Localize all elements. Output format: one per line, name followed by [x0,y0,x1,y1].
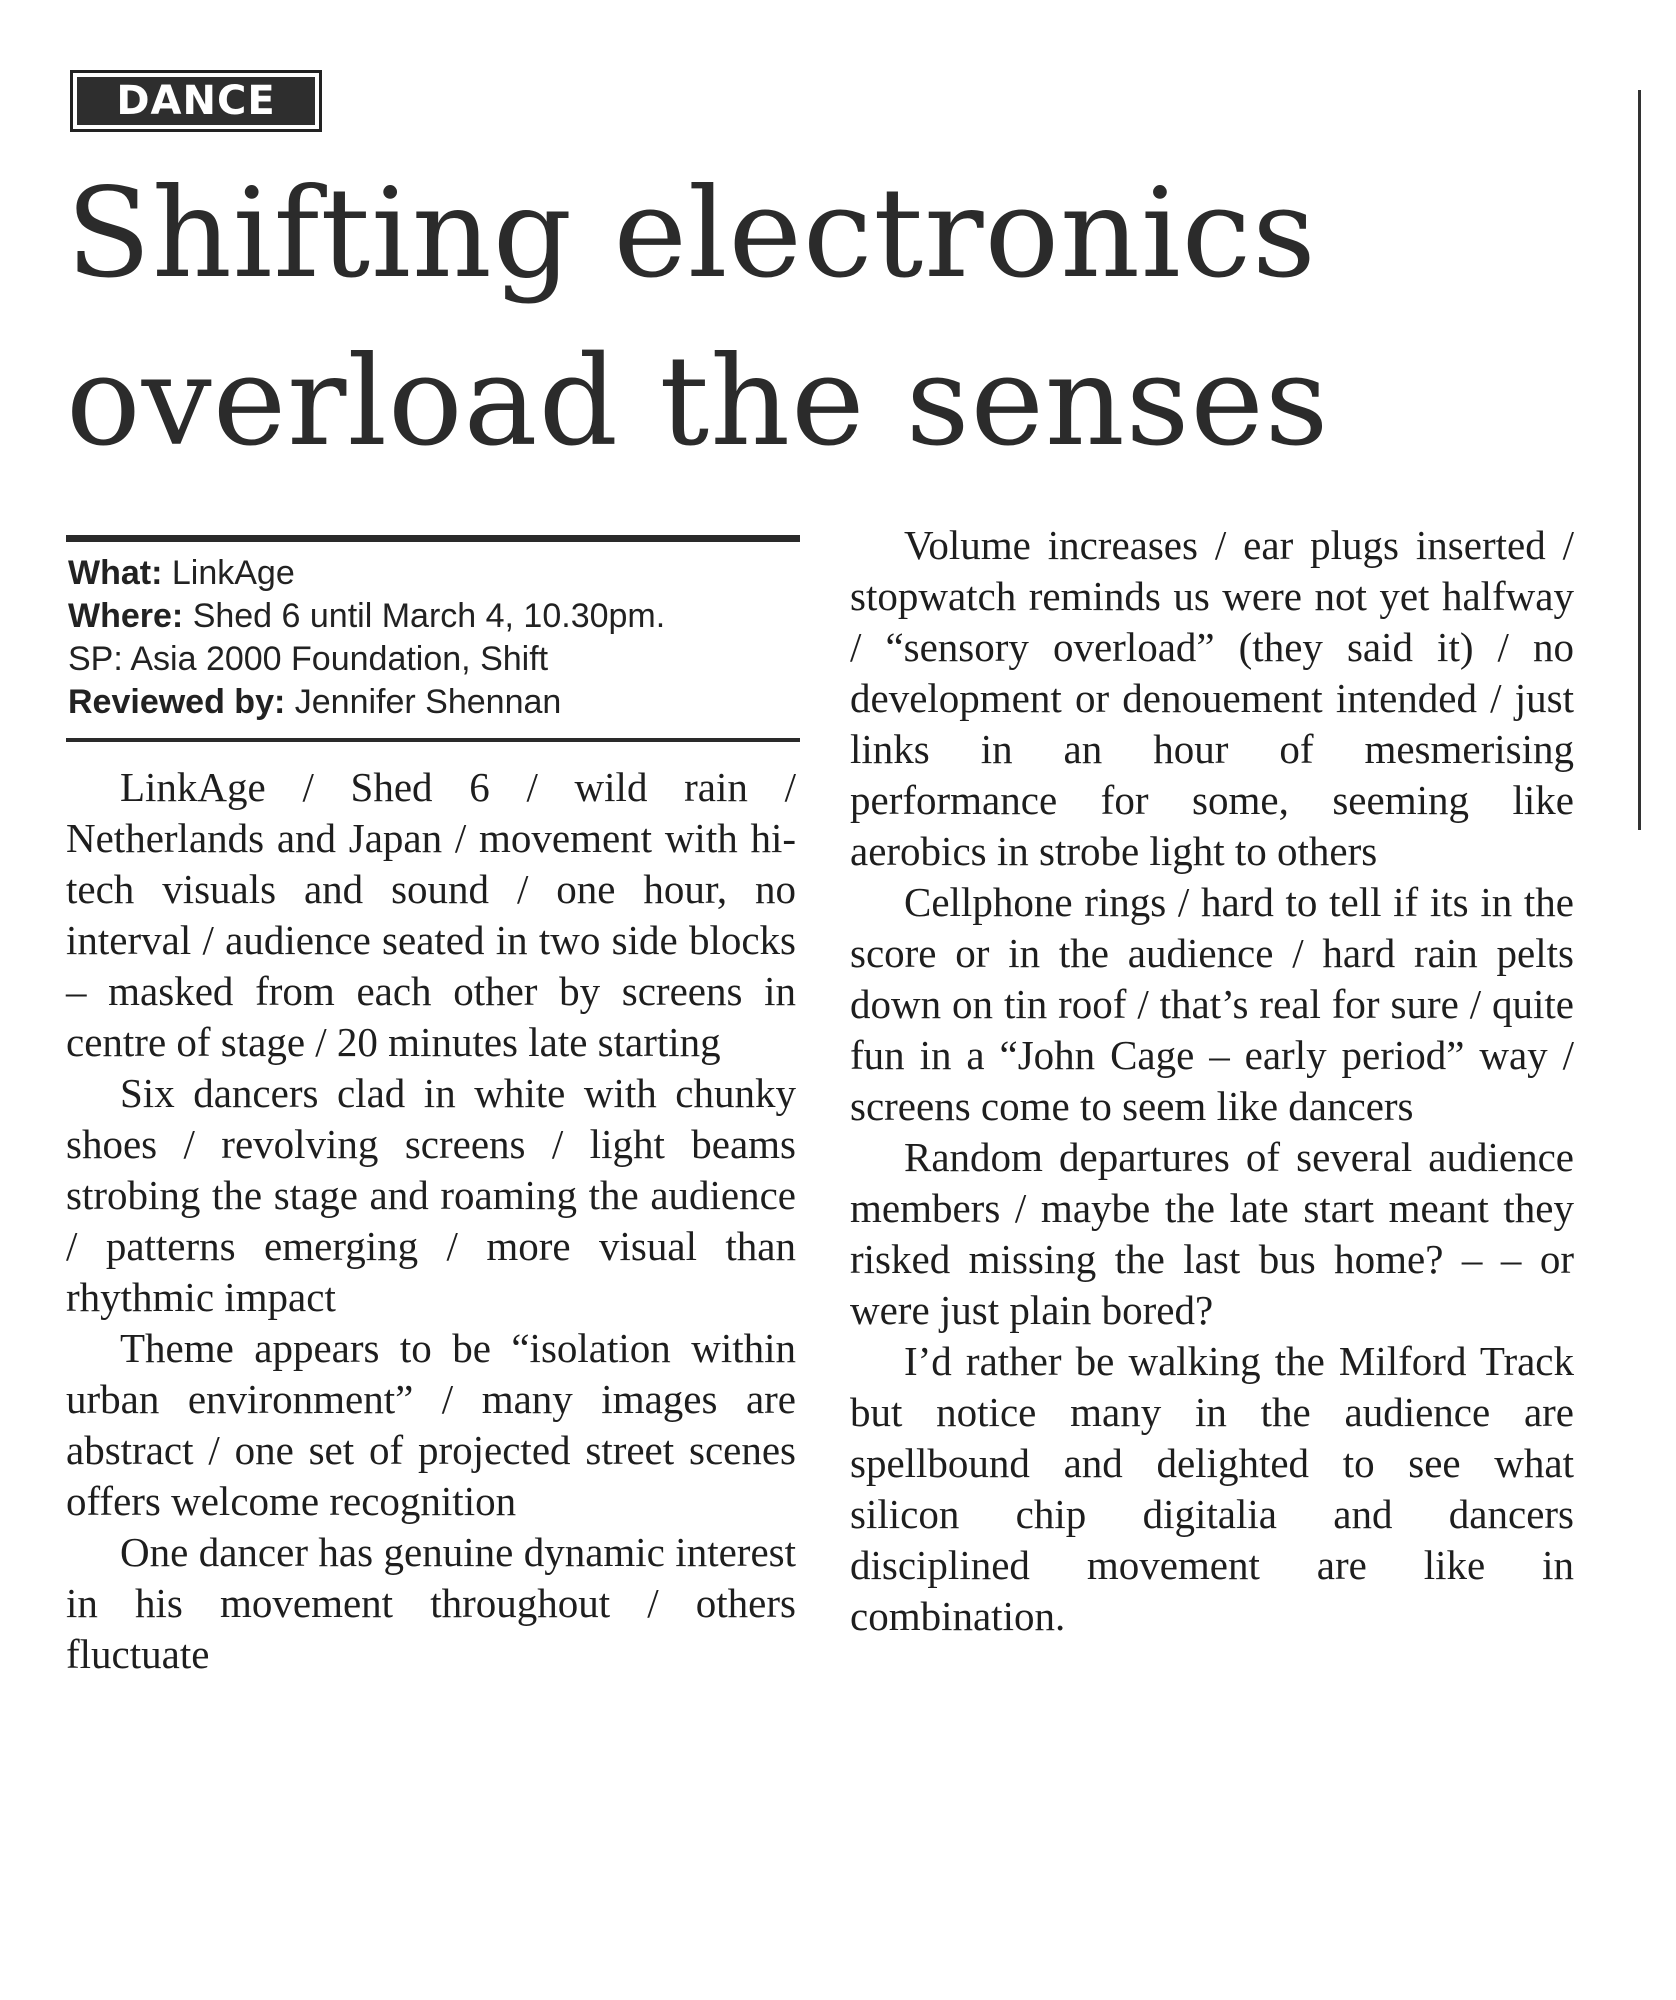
infobox-bottom-rule [66,738,800,742]
article-column-right [850,520,1574,1642]
paragraph: Theme appears to be “isolation within urban environment” / many images are abstract / one set of projected street scenes offers welcome recognition [66,1325,796,1524]
info-where [68,595,828,638]
info-sponsor: SP: Asia 2000 Foundation, Shift [68,640,549,678]
info-what [68,552,828,595]
info-reviewer [68,681,828,724]
paragraph: I’d rather be walking the Milford Track but notice many in the audience are spellbound and delighted to see what silicon chip digitalia and dancers disciplined movement are like in combination. [850,1338,1574,1639]
info-what-value: LinkAge [171,554,295,592]
info-where-value: Shed 6 until March 4, 10.30pm. [192,597,666,635]
info-what-label: What: [68,554,163,592]
section-label [70,70,322,132]
headline [66,150,1486,486]
paragraph: Cellphone rings / hard to tell if its in the score or in the audience / hard rain pelts down on tin roof / that’s real for sure / quite fun in a “John Cage – early period” way / screens come to seem like dancers [850,879,1574,1129]
info-reviewer-label: Reviewed by: [68,683,286,721]
paragraph: Volume increases / ear plugs inserted / stopwatch reminds us were not yet halfway / “sensory overload” (they said it) / no development or denouement intended / just links in an hour of mesmerising performance for some, seeming like aerobics in strobe light to others [850,522,1574,874]
paragraph: One dancer has genuine dynamic interest in his movement throughout / others fluctuate [66,1529,796,1677]
article-column-left [66,762,796,1680]
adjacent-column-rule [1638,90,1641,830]
headline-line-1: Shifting electronics [66,162,1317,306]
info-where-label: Where: [68,597,184,635]
paragraph: LinkAge / Shed 6 / wild rain / Netherlands and Japan / movement with hi-tech visuals and sound / one hour, no interval / audience seated in two side blocks – masked from each other by screens in centre of stage / 20 minutes late starting [66,764,796,1065]
section-label-text: DANCE [77,77,315,125]
info-reviewer-value: Jennifer Shennan [294,683,562,721]
paragraph: Random departures of several audience members / maybe the late start meant they risked missing the last bus home? – – or were just plain bored? [850,1134,1574,1333]
review-infobox [68,552,828,724]
headline-line-2: overload the senses [66,330,1330,474]
infobox-top-rule [66,535,800,542]
paragraph: Six dancers clad in white with chunky shoes / revolving screens / light beams strobing the stage and roaming the audience / patterns emerging / more visual than rhythmic impact [66,1070,796,1320]
